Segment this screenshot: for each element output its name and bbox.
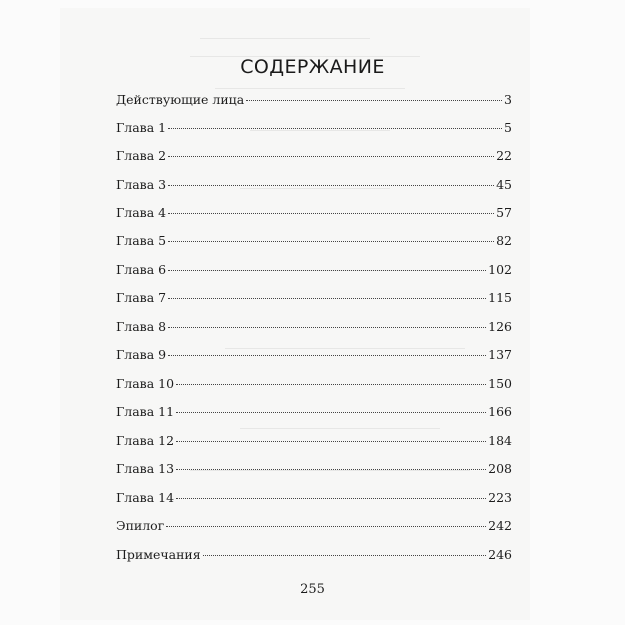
toc-entry-page: 57: [496, 205, 512, 220]
toc-entry-page: 3: [504, 92, 512, 107]
toc-entry: [116, 205, 512, 223]
toc-entry-title: Глава 11: [116, 404, 175, 419]
toc-entry-page: 82: [496, 233, 512, 248]
toc-entry: [116, 490, 512, 508]
page-number: 255: [300, 582, 325, 597]
dot-leader: [166, 526, 486, 527]
toc-entry-page: 5: [504, 120, 512, 135]
dot-leader: [203, 555, 487, 556]
toc-entry: [116, 547, 512, 565]
toc-heading: СОДЕРЖАНИЕ: [240, 56, 385, 78]
toc-entry-page: 22: [496, 148, 512, 163]
toc-entry: [116, 120, 512, 138]
toc-entry: [116, 518, 512, 536]
toc-entry-page: 184: [488, 433, 512, 448]
dot-leader: [176, 384, 486, 385]
toc-entry-page: 115: [488, 290, 512, 305]
dot-leader: [168, 270, 486, 271]
dot-leader: [176, 441, 486, 442]
toc-entry: [116, 233, 512, 251]
toc-entry: [116, 319, 512, 337]
dot-leader: [176, 498, 486, 499]
dot-leader: [176, 469, 486, 470]
dot-leader: [168, 156, 494, 157]
toc-entry-page: 223: [488, 490, 512, 505]
toc-entry-title: Глава 13: [116, 461, 175, 476]
toc-entry: [116, 404, 512, 422]
toc-entry-title: Глава 14: [116, 490, 175, 505]
toc-entry-title: Эпилог: [116, 518, 165, 533]
toc-entry-page: 208: [488, 461, 512, 476]
toc-entry-page: 137: [488, 347, 512, 362]
toc-entry-page: 126: [488, 319, 512, 334]
dot-leader: [246, 100, 502, 101]
dot-leader: [168, 327, 486, 328]
dot-leader: [176, 412, 486, 413]
toc-entry-page: 150: [488, 376, 512, 391]
toc-entry-page: 45: [496, 177, 512, 192]
dot-leader: [168, 241, 494, 242]
dot-leader: [168, 298, 486, 299]
toc-entry-title: Глава 8: [116, 319, 167, 334]
dot-leader: [168, 355, 486, 356]
toc-entry-title: Глава 10: [116, 376, 175, 391]
toc-entry-title: Глава 5: [116, 233, 167, 248]
toc-entry-page: 166: [488, 404, 512, 419]
toc-entry-title: Примечания: [116, 547, 201, 562]
show-through-line: [200, 30, 370, 39]
toc-entry-title: Глава 1: [116, 120, 167, 135]
toc-entry-title: Глава 6: [116, 262, 167, 277]
toc-entry: [116, 376, 512, 394]
toc-entry: [116, 262, 512, 280]
toc-entry-page: 102: [488, 262, 512, 277]
dot-leader: [168, 185, 494, 186]
toc-entry: [116, 433, 512, 451]
toc-entry: [116, 177, 512, 195]
toc-entry-title: Глава 3: [116, 177, 167, 192]
show-through-line: [215, 80, 405, 89]
toc-entry: [116, 148, 512, 166]
toc-entry: [116, 461, 512, 479]
toc-entry-title: Глава 12: [116, 433, 175, 448]
toc-entry: [116, 92, 512, 110]
toc-entry-title: Глава 7: [116, 290, 167, 305]
toc-entry-page: 242: [488, 518, 512, 533]
dot-leader: [168, 128, 502, 129]
toc-entry-page: 246: [488, 547, 512, 562]
toc-entry: [116, 290, 512, 308]
dot-leader: [168, 213, 494, 214]
toc-entry-title: Действующие лица: [116, 92, 245, 107]
toc-entry-title: Глава 2: [116, 148, 167, 163]
toc-entry-title: Глава 9: [116, 347, 167, 362]
toc-entry: [116, 347, 512, 365]
toc-entry-title: Глава 4: [116, 205, 167, 220]
